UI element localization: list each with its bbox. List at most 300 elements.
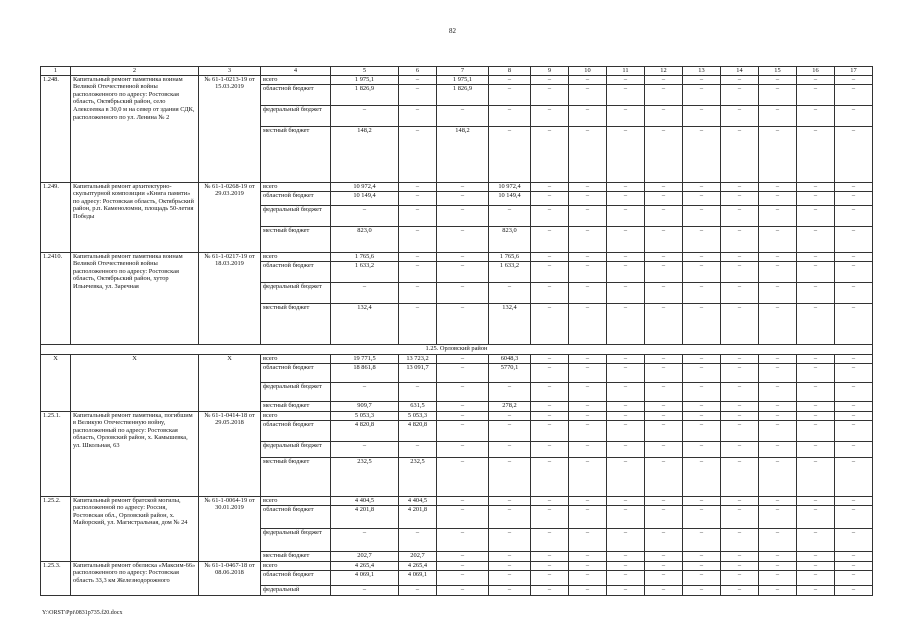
funding-source: всего bbox=[261, 75, 331, 84]
amount-cell: – bbox=[531, 363, 569, 382]
amount-cell: – bbox=[437, 561, 489, 570]
amount-cell: – bbox=[607, 441, 645, 457]
amount-cell: 909,7 bbox=[331, 401, 399, 411]
amount-cell: – bbox=[759, 182, 797, 191]
amount-cell: – bbox=[569, 191, 607, 205]
row-number: 1.25.1. bbox=[41, 411, 71, 496]
amount-cell: – bbox=[531, 282, 569, 303]
amount-cell: – bbox=[797, 505, 835, 528]
section-row bbox=[41, 344, 873, 354]
amount-cell: – bbox=[645, 496, 683, 505]
amount-cell: – bbox=[759, 528, 797, 551]
amount-cell: – bbox=[721, 303, 759, 344]
amount-cell: – bbox=[645, 303, 683, 344]
amount-cell: 4 265,4 bbox=[331, 561, 399, 570]
amount-cell: – bbox=[683, 252, 721, 261]
amount-cell: – bbox=[721, 420, 759, 441]
amount-cell: – bbox=[437, 528, 489, 551]
funding-source: областной бюджет bbox=[261, 191, 331, 205]
amount-cell: – bbox=[683, 182, 721, 191]
document-reference: № 61-1-0213-19 от 15.03.2019 bbox=[199, 75, 261, 182]
amount-cell: – bbox=[569, 401, 607, 411]
amount-cell: – bbox=[437, 496, 489, 505]
amount-cell: – bbox=[721, 561, 759, 570]
amount-cell: – bbox=[835, 191, 873, 205]
amount-cell: – bbox=[835, 505, 873, 528]
amount-cell: – bbox=[835, 126, 873, 182]
amount-cell: – bbox=[569, 441, 607, 457]
amount-cell: – bbox=[645, 441, 683, 457]
amount-cell: – bbox=[721, 551, 759, 561]
table-row bbox=[41, 354, 873, 363]
amount-cell: – bbox=[835, 226, 873, 252]
table-row bbox=[41, 496, 873, 505]
amount-cell: – bbox=[683, 205, 721, 226]
amount-cell: – bbox=[759, 75, 797, 84]
row-number: 1.248. bbox=[41, 75, 71, 182]
funding-source: всего bbox=[261, 496, 331, 505]
amount-cell: – bbox=[531, 75, 569, 84]
amount-cell: – bbox=[569, 561, 607, 570]
funding-source: областной бюджет bbox=[261, 84, 331, 105]
amount-cell: – bbox=[607, 401, 645, 411]
amount-cell: – bbox=[489, 105, 531, 126]
funding-source: федеральный бюджет bbox=[261, 382, 331, 401]
amount-cell: – bbox=[645, 252, 683, 261]
amount-cell: – bbox=[759, 561, 797, 570]
amount-cell: – bbox=[607, 282, 645, 303]
amount-cell: – bbox=[645, 191, 683, 205]
amount-cell: – bbox=[437, 585, 489, 595]
amount-cell: – bbox=[645, 585, 683, 595]
amount-cell: – bbox=[759, 496, 797, 505]
amount-cell: – bbox=[759, 191, 797, 205]
amount-cell: 1 633,2 bbox=[331, 261, 399, 282]
amount-cell: – bbox=[683, 420, 721, 441]
amount-cell: 202,7 bbox=[399, 551, 437, 561]
amount-cell: 6048,3 bbox=[489, 354, 531, 363]
amount-cell: – bbox=[399, 382, 437, 401]
amount-cell: – bbox=[331, 585, 399, 595]
amount-cell: – bbox=[759, 551, 797, 561]
amount-cell: – bbox=[683, 505, 721, 528]
funding-source: местный бюджет bbox=[261, 126, 331, 182]
amount-cell: – bbox=[721, 457, 759, 496]
amount-cell: – bbox=[721, 382, 759, 401]
amount-cell: – bbox=[797, 363, 835, 382]
amount-cell: – bbox=[531, 441, 569, 457]
amount-cell: – bbox=[569, 261, 607, 282]
amount-cell: – bbox=[835, 457, 873, 496]
amount-cell: – bbox=[607, 382, 645, 401]
amount-cell: 10 972,4 bbox=[331, 182, 399, 191]
amount-cell: – bbox=[835, 441, 873, 457]
amount-cell: – bbox=[721, 126, 759, 182]
amount-cell: 1 826,9 bbox=[331, 84, 399, 105]
amount-cell: – bbox=[759, 420, 797, 441]
amount-cell: – bbox=[437, 354, 489, 363]
amount-cell: – bbox=[645, 205, 683, 226]
amount-cell: – bbox=[489, 528, 531, 551]
amount-cell: 13 723,2 bbox=[399, 354, 437, 363]
amount-cell: – bbox=[683, 261, 721, 282]
amount-cell: – bbox=[331, 282, 399, 303]
amount-cell: – bbox=[437, 261, 489, 282]
amount-cell: – bbox=[835, 551, 873, 561]
amount-cell: – bbox=[683, 551, 721, 561]
amount-cell: – bbox=[759, 354, 797, 363]
document-reference: № 61-1-0268-19 от 29.03.2019 bbox=[199, 182, 261, 252]
amount-cell: 202,7 bbox=[331, 551, 399, 561]
amount-cell: – bbox=[489, 382, 531, 401]
column-header: 9 bbox=[531, 67, 569, 76]
amount-cell: – bbox=[645, 420, 683, 441]
amount-cell: 4 820,8 bbox=[399, 420, 437, 441]
amount-cell: – bbox=[721, 261, 759, 282]
amount-cell: – bbox=[331, 528, 399, 551]
amount-cell: – bbox=[683, 570, 721, 585]
amount-cell: – bbox=[489, 205, 531, 226]
amount-cell: – bbox=[531, 105, 569, 126]
amount-cell: – bbox=[489, 420, 531, 441]
row-number: 1.25.3. bbox=[41, 561, 71, 595]
amount-cell: 5770,1 bbox=[489, 363, 531, 382]
amount-cell: 5 053,3 bbox=[399, 411, 437, 420]
amount-cell: – bbox=[759, 205, 797, 226]
column-header: 6 bbox=[399, 67, 437, 76]
amount-cell: 4 820,8 bbox=[331, 420, 399, 441]
amount-cell: 4 201,8 bbox=[331, 505, 399, 528]
amount-cell: – bbox=[797, 551, 835, 561]
row-number: 1.2410. bbox=[41, 252, 71, 344]
funding-source: всего bbox=[261, 411, 331, 420]
amount-cell: – bbox=[437, 420, 489, 441]
amount-cell: – bbox=[797, 303, 835, 344]
column-header: 14 bbox=[721, 67, 759, 76]
row-number: 1.249. bbox=[41, 182, 71, 252]
amount-cell: – bbox=[607, 457, 645, 496]
amount-cell: – bbox=[399, 226, 437, 252]
amount-cell: – bbox=[607, 570, 645, 585]
amount-cell: – bbox=[569, 496, 607, 505]
amount-cell: – bbox=[399, 191, 437, 205]
amount-cell: – bbox=[399, 282, 437, 303]
amount-cell: – bbox=[683, 561, 721, 570]
amount-cell: – bbox=[437, 105, 489, 126]
document-reference: № 61-1-0414-18 от 29.05.2018 bbox=[199, 411, 261, 496]
row-number: X bbox=[41, 354, 71, 411]
amount-cell: – bbox=[437, 457, 489, 496]
amount-cell: – bbox=[489, 75, 531, 84]
amount-cell: – bbox=[489, 84, 531, 105]
object-title: Капитальный ремонт архитектурно-скульптурной композиции «Книга памяти» по адресу: Ростовская область, Октябрьский район, р.п. Каменоломни, площадь 50-летия Победы bbox=[71, 182, 199, 252]
amount-cell: – bbox=[607, 561, 645, 570]
amount-cell: – bbox=[683, 282, 721, 303]
amount-cell: – bbox=[645, 401, 683, 411]
amount-cell: – bbox=[797, 585, 835, 595]
document-reference: № 61-1-0467-18 от 08.06.2018 bbox=[199, 561, 261, 595]
funding-source: всего bbox=[261, 252, 331, 261]
amount-cell: 132,4 bbox=[489, 303, 531, 344]
amount-cell: – bbox=[645, 105, 683, 126]
amount-cell: – bbox=[797, 282, 835, 303]
table-row bbox=[41, 75, 873, 84]
amount-cell: – bbox=[531, 303, 569, 344]
funding-source: федеральный бюджет bbox=[261, 528, 331, 551]
amount-cell: – bbox=[607, 252, 645, 261]
amount-cell: 1 633,2 bbox=[489, 261, 531, 282]
amount-cell: – bbox=[569, 75, 607, 84]
amount-cell: – bbox=[835, 303, 873, 344]
object-title: Капитальный ремонт братской могилы, расположенной по адресу: Россия, Ростовская обл., Орловский район, х. Майорский, ул. Магистральная, дом № 24 bbox=[71, 496, 199, 561]
amount-cell: 631,5 bbox=[399, 401, 437, 411]
amount-cell: – bbox=[437, 182, 489, 191]
amount-cell: – bbox=[607, 354, 645, 363]
amount-cell: – bbox=[489, 441, 531, 457]
amount-cell: – bbox=[721, 182, 759, 191]
amount-cell: – bbox=[759, 84, 797, 105]
table-row bbox=[41, 411, 873, 420]
amount-cell: – bbox=[607, 75, 645, 84]
amount-cell: – bbox=[645, 411, 683, 420]
amount-cell: – bbox=[437, 363, 489, 382]
amount-cell: – bbox=[569, 457, 607, 496]
amount-cell: – bbox=[759, 282, 797, 303]
document-reference: № 61-1-0217-19 от 18.03.2019 bbox=[199, 252, 261, 344]
object-title: Капитальный ремонт памятника, погибшим в Великую Отечественную войну, расположенный по адресу: Ростовская область, Орловский район, х. Камышевка, ул. Школьная, 63 bbox=[71, 411, 199, 496]
amount-cell: – bbox=[683, 411, 721, 420]
amount-cell: – bbox=[531, 382, 569, 401]
amount-cell: – bbox=[569, 205, 607, 226]
amount-cell: – bbox=[331, 441, 399, 457]
funding-source: областной бюджет bbox=[261, 261, 331, 282]
amount-cell: – bbox=[399, 303, 437, 344]
amount-cell: – bbox=[683, 382, 721, 401]
funding-source: местный бюджет bbox=[261, 457, 331, 496]
amount-cell: – bbox=[835, 354, 873, 363]
amount-cell: – bbox=[531, 505, 569, 528]
amount-cell: 4 069,1 bbox=[331, 570, 399, 585]
column-header: 15 bbox=[759, 67, 797, 76]
amount-cell: – bbox=[797, 496, 835, 505]
amount-cell: – bbox=[569, 505, 607, 528]
amount-cell: – bbox=[721, 411, 759, 420]
amount-cell: – bbox=[399, 84, 437, 105]
amount-cell: – bbox=[835, 252, 873, 261]
amount-cell: – bbox=[683, 496, 721, 505]
amount-cell: – bbox=[489, 561, 531, 570]
amount-cell: – bbox=[721, 205, 759, 226]
amount-cell: – bbox=[797, 561, 835, 570]
amount-cell: – bbox=[569, 282, 607, 303]
amount-cell: – bbox=[645, 505, 683, 528]
amount-cell: – bbox=[721, 363, 759, 382]
amount-cell: – bbox=[437, 441, 489, 457]
amount-cell: 5 053,3 bbox=[331, 411, 399, 420]
amount-cell: – bbox=[721, 528, 759, 551]
amount-cell: 10 972,4 bbox=[489, 182, 531, 191]
amount-cell: – bbox=[607, 191, 645, 205]
amount-cell: – bbox=[531, 191, 569, 205]
amount-cell: – bbox=[531, 261, 569, 282]
amount-cell: – bbox=[437, 205, 489, 226]
amount-cell: – bbox=[759, 363, 797, 382]
column-header: 13 bbox=[683, 67, 721, 76]
amount-cell: – bbox=[645, 226, 683, 252]
funding-source: федеральный bbox=[261, 585, 331, 595]
amount-cell: – bbox=[569, 420, 607, 441]
amount-cell: – bbox=[607, 182, 645, 191]
page-number: 82 bbox=[449, 27, 456, 35]
funding-source: областной бюджет bbox=[261, 505, 331, 528]
column-header: 1 bbox=[41, 67, 71, 76]
amount-cell: – bbox=[835, 363, 873, 382]
amount-cell: 232,5 bbox=[399, 457, 437, 496]
amount-cell: – bbox=[759, 401, 797, 411]
amount-cell: – bbox=[399, 261, 437, 282]
amount-cell: – bbox=[569, 105, 607, 126]
amount-cell: – bbox=[531, 205, 569, 226]
amount-cell: – bbox=[399, 441, 437, 457]
amount-cell: – bbox=[437, 303, 489, 344]
amount-cell: – bbox=[835, 570, 873, 585]
amount-cell: 4 404,5 bbox=[399, 496, 437, 505]
amount-cell: – bbox=[437, 505, 489, 528]
column-header: 7 bbox=[437, 67, 489, 76]
amount-cell: – bbox=[569, 182, 607, 191]
funding-source: областной бюджет bbox=[261, 420, 331, 441]
amount-cell: – bbox=[797, 252, 835, 261]
amount-cell: – bbox=[797, 570, 835, 585]
amount-cell: – bbox=[569, 382, 607, 401]
amount-cell: – bbox=[721, 570, 759, 585]
amount-cell: – bbox=[835, 261, 873, 282]
amount-cell: – bbox=[331, 382, 399, 401]
amount-cell: – bbox=[607, 420, 645, 441]
amount-cell: – bbox=[607, 363, 645, 382]
column-header: 4 bbox=[261, 67, 331, 76]
amount-cell: – bbox=[569, 84, 607, 105]
amount-cell: – bbox=[683, 354, 721, 363]
amount-cell: – bbox=[797, 411, 835, 420]
funding-source: федеральный бюджет bbox=[261, 282, 331, 303]
amount-cell: – bbox=[835, 528, 873, 551]
amount-cell: – bbox=[721, 441, 759, 457]
amount-cell: – bbox=[607, 226, 645, 252]
amount-cell: – bbox=[759, 411, 797, 420]
amount-cell: – bbox=[721, 496, 759, 505]
amount-cell: – bbox=[759, 303, 797, 344]
amount-cell: – bbox=[531, 585, 569, 595]
amount-cell: – bbox=[645, 551, 683, 561]
amount-cell: – bbox=[759, 457, 797, 496]
amount-cell: – bbox=[645, 382, 683, 401]
amount-cell: – bbox=[489, 496, 531, 505]
table-row bbox=[41, 561, 873, 570]
funding-source: областной бюджет bbox=[261, 363, 331, 382]
amount-cell: – bbox=[683, 457, 721, 496]
amount-cell: – bbox=[399, 252, 437, 261]
amount-cell: – bbox=[759, 261, 797, 282]
amount-cell: – bbox=[721, 75, 759, 84]
amount-cell: – bbox=[797, 354, 835, 363]
amount-cell: – bbox=[835, 282, 873, 303]
amount-cell: – bbox=[607, 303, 645, 344]
amount-cell: – bbox=[835, 401, 873, 411]
table-row bbox=[41, 252, 873, 261]
amount-cell: – bbox=[607, 84, 645, 105]
amount-cell: – bbox=[797, 105, 835, 126]
amount-cell: – bbox=[531, 182, 569, 191]
amount-cell: – bbox=[437, 282, 489, 303]
amount-cell: – bbox=[489, 585, 531, 595]
amount-cell: – bbox=[759, 585, 797, 595]
amount-cell: – bbox=[721, 585, 759, 595]
amount-cell: – bbox=[797, 191, 835, 205]
amount-cell: – bbox=[489, 457, 531, 496]
amount-cell: – bbox=[645, 457, 683, 496]
amount-cell: – bbox=[399, 205, 437, 226]
amount-cell: – bbox=[797, 126, 835, 182]
amount-cell: 4 201,8 bbox=[399, 505, 437, 528]
amount-cell: – bbox=[645, 561, 683, 570]
funding-source: местный бюджет bbox=[261, 226, 331, 252]
amount-cell: – bbox=[759, 382, 797, 401]
amount-cell: – bbox=[531, 252, 569, 261]
amount-cell: – bbox=[569, 570, 607, 585]
amount-cell: – bbox=[683, 528, 721, 551]
amount-cell: 278,2 bbox=[489, 401, 531, 411]
amount-cell: 4 265,4 bbox=[399, 561, 437, 570]
amount-cell: 18 861,8 bbox=[331, 363, 399, 382]
amount-cell: – bbox=[683, 226, 721, 252]
funding-source: областной бюджет bbox=[261, 570, 331, 585]
column-header: 12 bbox=[645, 67, 683, 76]
funding-source: федеральный бюджет bbox=[261, 105, 331, 126]
object-title: Капитальный ремонт обелиска «Максим-66» расположенного по адресу: Ростовская область 33,3 км Железнодорожного bbox=[71, 561, 199, 595]
amount-cell: – bbox=[489, 282, 531, 303]
amount-cell: – bbox=[569, 126, 607, 182]
amount-cell: – bbox=[437, 226, 489, 252]
amount-cell: – bbox=[645, 570, 683, 585]
amount-cell: – bbox=[569, 252, 607, 261]
amount-cell: – bbox=[607, 496, 645, 505]
amount-cell: 148,2 bbox=[437, 126, 489, 182]
amount-cell: – bbox=[721, 505, 759, 528]
amount-cell: – bbox=[489, 505, 531, 528]
amount-cell: – bbox=[607, 505, 645, 528]
amount-cell: 132,4 bbox=[331, 303, 399, 344]
amount-cell: – bbox=[835, 585, 873, 595]
amount-cell: – bbox=[399, 528, 437, 551]
amount-cell: – bbox=[437, 401, 489, 411]
column-header: 2 bbox=[71, 67, 199, 76]
amount-cell: 1 765,6 bbox=[489, 252, 531, 261]
object-title: X bbox=[71, 354, 199, 411]
funding-source: всего bbox=[261, 354, 331, 363]
amount-cell: – bbox=[683, 75, 721, 84]
amount-cell: – bbox=[531, 126, 569, 182]
document-reference: X bbox=[199, 354, 261, 411]
amount-cell: – bbox=[331, 105, 399, 126]
amount-cell: – bbox=[683, 105, 721, 126]
amount-cell: – bbox=[645, 126, 683, 182]
amount-cell: – bbox=[645, 182, 683, 191]
amount-cell: – bbox=[721, 226, 759, 252]
amount-cell: – bbox=[797, 226, 835, 252]
amount-cell: – bbox=[835, 561, 873, 570]
amount-cell: – bbox=[607, 551, 645, 561]
